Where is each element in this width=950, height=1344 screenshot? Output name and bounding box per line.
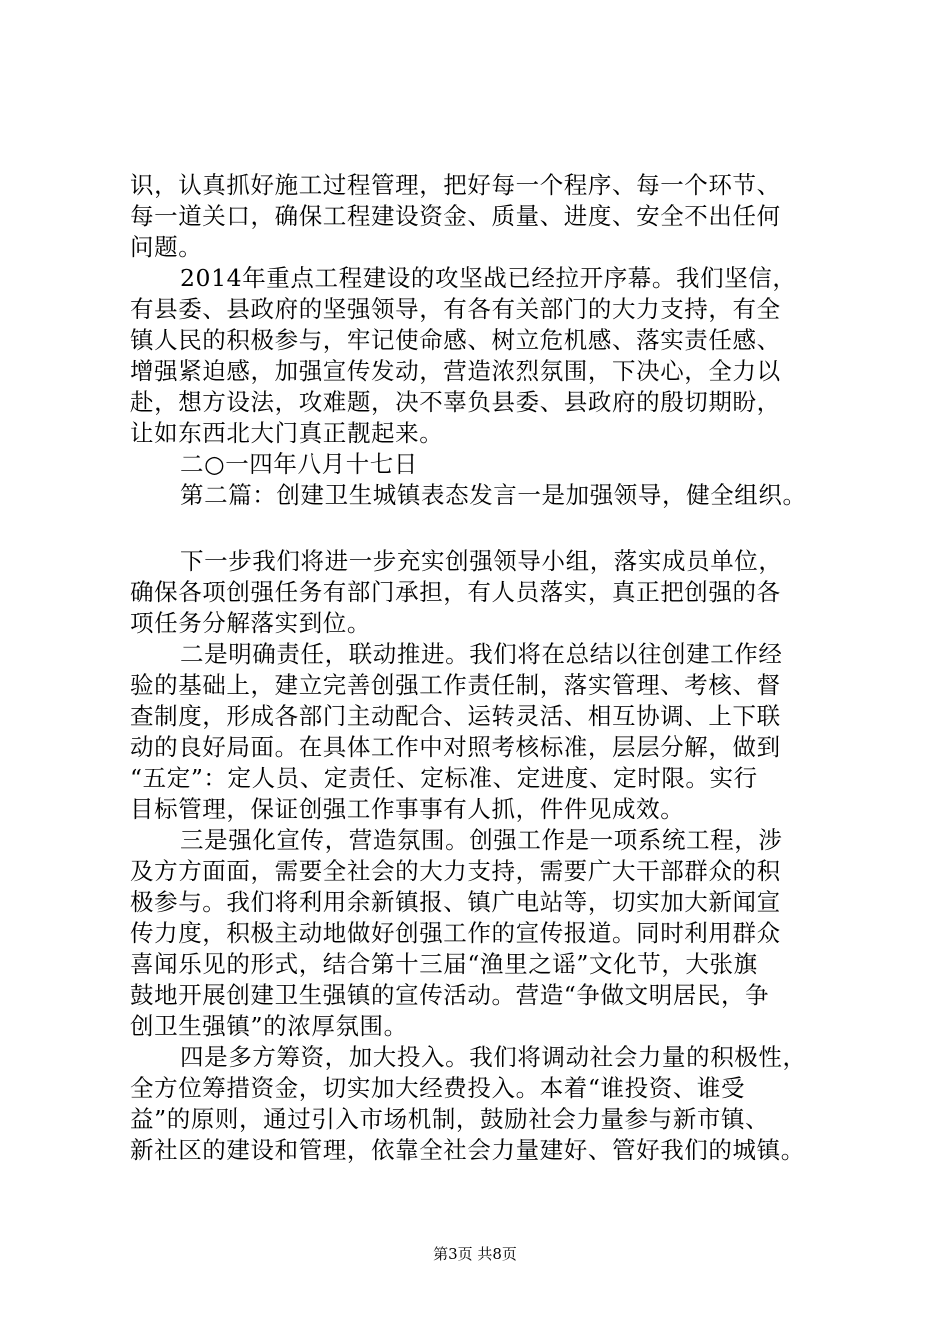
text-line: 确保各项创强任务有部门承担，有人员落实，真正把创强的各 xyxy=(130,578,781,606)
text-line: 验的基础上，建立完善创强工作责任制，落实管理、考核、督 xyxy=(130,671,781,699)
document-body xyxy=(130,170,850,1166)
text-line: 赴，想方设法，攻难题，决不辜负县委、县政府的殷切期盼， xyxy=(130,388,781,416)
text-line: 项任务分解落实到位。 xyxy=(130,609,371,637)
text-line: 全方位筹措资金，切实加大经费投入。本着“谁投资、谁受 xyxy=(130,1074,746,1102)
text-line: 查制度，形成各部门主动配合、运转灵活、相互协调、上下联 xyxy=(130,702,781,730)
page-number-label: 第3页 共8页 xyxy=(433,1245,517,1263)
text-line: 益”的原则，通过引入市场机制，鼓励社会力量参与新市镇、 xyxy=(130,1105,770,1133)
text-line: 二○一四年八月十七日 xyxy=(180,450,419,478)
paragraph xyxy=(130,825,850,1042)
text-line: 让如东西北大门真正靓起来。 xyxy=(130,419,444,447)
text-line: 第二篇：创建卫生城镇表态发言一是加强领导，健全组织。 xyxy=(180,481,807,509)
text-line: 下一步我们将进一步充实创强领导小组，落实成员单位， xyxy=(180,547,783,575)
page-footer xyxy=(0,1244,950,1264)
paragraph xyxy=(130,449,850,480)
paragraph xyxy=(130,263,850,449)
text-line: 极参与。我们将利用余新镇报、镇广电站等，切实加大新闻宣 xyxy=(130,888,781,916)
text-line: 创卫生强镇”的浓厚氛围。 xyxy=(130,1012,408,1040)
text-line: 识，认真抓好施工过程管理，把好每一个程序、每一个环节、 xyxy=(130,171,781,199)
paragraph xyxy=(130,170,850,263)
text-line: 每一道关口，确保工程建设资金、质量、进度、安全不出任何 xyxy=(130,202,781,230)
text-line: 鼓地开展创建卫生强镇的宣传活动。营造“争做文明居民，争 xyxy=(130,981,770,1009)
text-line: 及方方面面，需要全社会的大力支持，需要广大干部群众的积 xyxy=(130,857,781,885)
text-line: 喜闻乐见的形式，结合第十三届“渔里之谣”文化节，大张旗 xyxy=(130,950,758,978)
text-line: 传力度，积极主动地做好创强工作的宣传报道。同时利用群众 xyxy=(130,919,781,947)
text-line: 2014年重点工程建设的攻坚战已经拉开序幕。我们坚信， xyxy=(180,264,797,292)
paragraph xyxy=(130,546,850,639)
paragraph xyxy=(130,480,850,511)
text-line: “五定”：定人员、定责任、定标准、定进度、定时限。实行 xyxy=(130,764,758,792)
paragraph xyxy=(130,639,850,825)
paragraph xyxy=(130,1042,850,1166)
text-line: 问题。 xyxy=(130,233,203,261)
text-line: 增强紧迫感，加强宣传发动，营造浓烈氛围，下决心，全力以 xyxy=(130,357,781,385)
text-line: 动的良好局面。在具体工作中对照考核标准，层层分解，做到 xyxy=(130,733,781,761)
text-line: 三是强化宣传，营造氛围。创强工作是一项系统工程，涉 xyxy=(180,826,783,854)
text-line: 新社区的建设和管理，依靠全社会力量建好、管好我们的城镇。 xyxy=(130,1136,805,1164)
text-line: 目标管理，保证创强工作事事有人抓，件件见成效。 xyxy=(130,795,685,823)
text-line: 四是多方筹资，加大投入。我们将调动社会力量的积极性， xyxy=(180,1043,807,1071)
paragraph-spacer xyxy=(130,511,850,546)
text-line: 镇人民的积极参与，牢记使命感、树立危机感、落实责任感、 xyxy=(130,326,781,354)
text-line: 二是明确责任，联动推进。我们将在总结以往创建工作经 xyxy=(180,640,783,668)
text-line: 有县委、县政府的坚强领导，有各有关部门的大力支持，有全 xyxy=(130,295,781,323)
